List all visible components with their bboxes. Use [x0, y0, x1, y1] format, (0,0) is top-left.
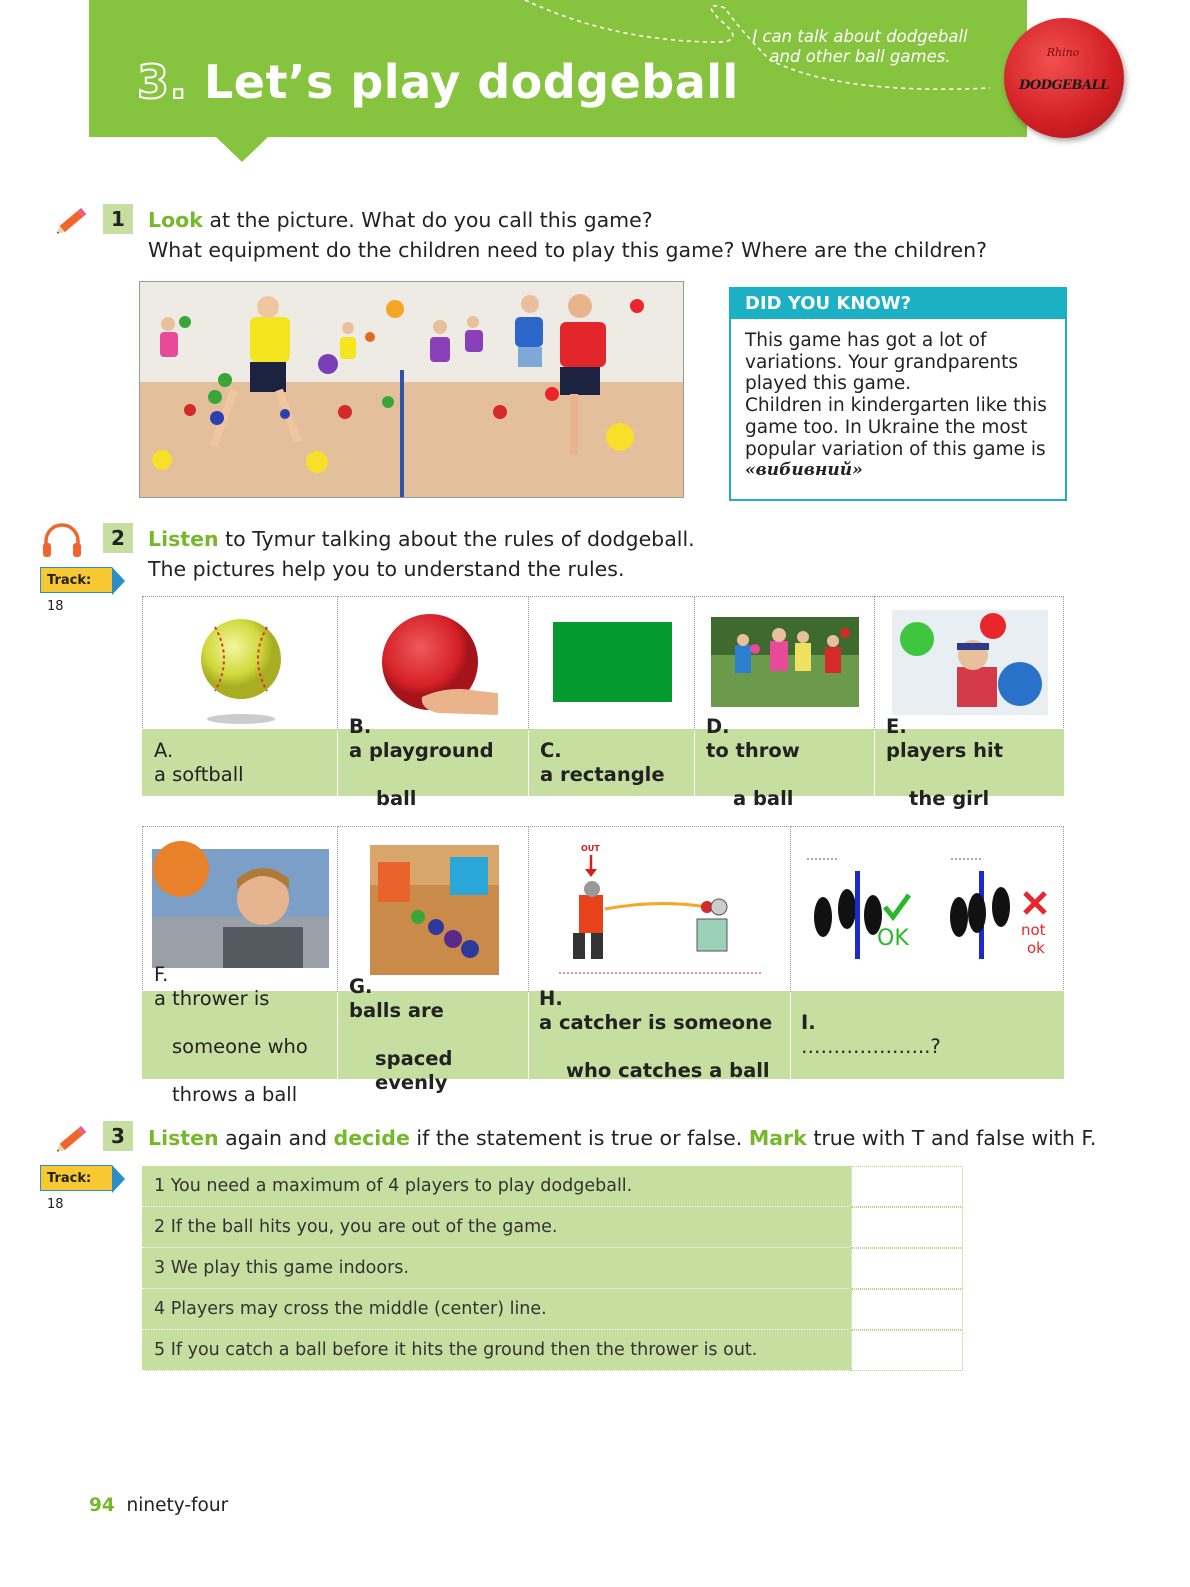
label-d: [695, 714, 874, 810]
children-throwing-image: [695, 597, 876, 731]
label-text: spaced evenly: [375, 1047, 453, 1094]
answer-cell[interactable]: [851, 1330, 963, 1371]
pencil-icon: [55, 1120, 91, 1156]
label-a: [142, 729, 337, 796]
statement-row: 1 You need a maximum of 4 players to play dodgeball.: [142, 1166, 852, 1207]
track-number: 18: [47, 1197, 64, 1212]
exercise-3-instruction: [148, 1123, 1096, 1153]
track-label: Track:: [47, 573, 92, 588]
label-b: [338, 714, 528, 810]
label-letter: G.: [349, 975, 373, 998]
answer-cell[interactable]: [851, 1248, 963, 1289]
label-letter: B.: [349, 714, 372, 738]
dyk-line: Children in kindergarten like this: [745, 395, 1047, 417]
label-h: [529, 987, 790, 1082]
label-text: the girl: [909, 786, 990, 810]
track-label: Track:: [47, 1171, 92, 1186]
label-text: a thrower is: [154, 987, 270, 1010]
label-text: to throw: [706, 738, 800, 762]
label-letter: H.: [539, 987, 563, 1010]
label-text: throws a ball: [172, 1083, 298, 1106]
exercise-1-number: 1: [103, 204, 133, 234]
instruction-text: if the statement is true or false.: [409, 1126, 749, 1150]
track-number: 18: [47, 599, 64, 614]
label-text: a ball: [733, 786, 794, 810]
exercise-1-instruction-line2: What equipment do the children need to play this game? Where are the children?: [148, 238, 988, 262]
picture-cell-c: [528, 596, 695, 730]
keyword-decide: decide: [333, 1126, 410, 1150]
exercise-3-number: 3: [103, 1121, 133, 1151]
dyk-line: game too. In Ukraine the most: [745, 416, 1028, 438]
page-number: 94: [89, 1495, 115, 1516]
goal-line-1: I can talk about dodgeball: [752, 27, 968, 46]
playground-ball-image: [338, 597, 530, 731]
answer-cell[interactable]: [851, 1289, 963, 1330]
catcher-diagram-image: [529, 827, 792, 993]
logo-brand: Rhino: [1046, 46, 1080, 59]
statement-row: 5 If you catch a ball before it hits the ground then the thrower is out.: [142, 1330, 852, 1371]
label-text: balls are: [349, 999, 444, 1022]
instruction-text: to Tymur talking about the rules of dodgeball.: [218, 527, 695, 551]
did-you-know-text: [745, 330, 1057, 482]
gym-scene-illustration: [140, 282, 683, 497]
statement-row: 2 If the ball hits you, you are out of the game.: [142, 1207, 852, 1248]
label-text: a softball: [154, 762, 244, 786]
label-text: a catcher is someone: [539, 1011, 773, 1034]
banner-notch: [215, 136, 269, 162]
label-g: [338, 975, 528, 1094]
statement-row: 3 We play this game indoors.: [142, 1248, 852, 1289]
dyk-line: popular variation of this game is: [745, 438, 1046, 460]
label-e: [875, 714, 1064, 810]
rectangle-image: [529, 597, 696, 731]
label-letter: A.: [154, 738, 174, 762]
logo-text: DODGEBALL: [1019, 78, 1109, 93]
dyk-line: variations. Your grandparents: [745, 351, 1019, 373]
label-text: players hit: [886, 738, 1004, 762]
not-label: not: [1021, 921, 1046, 939]
label-i: [791, 991, 1064, 1079]
label-text: ………………..?: [801, 1035, 941, 1058]
ok-label: OK: [877, 926, 909, 951]
label-text: who catches a ball: [566, 1059, 770, 1082]
unit-number: 3.: [137, 55, 188, 109]
keyword-look: Look: [148, 208, 203, 232]
label-letter: D.: [706, 714, 730, 738]
label-letter: I.: [801, 1011, 816, 1034]
did-you-know-heading: DID YOU KNOW?: [731, 289, 1065, 319]
answer-cell[interactable]: [851, 1207, 963, 1248]
picture-cell-g: [337, 826, 529, 992]
label-f: [142, 963, 337, 1106]
picture-cell-d: [694, 596, 875, 730]
unit-title: [137, 55, 739, 109]
instruction-text: at the picture. What do you call this game?: [202, 208, 653, 232]
softball-image: [143, 597, 339, 731]
goal-line-2: and other ball games.: [769, 47, 951, 66]
label-text: a rectangle: [540, 762, 665, 786]
label-letter: E.: [886, 714, 907, 738]
pencil-icon: [55, 202, 91, 238]
picture-cell-e: [874, 596, 1064, 730]
centerline-footprints-image: [791, 827, 1065, 993]
players-hit-girl-image: [875, 597, 1065, 731]
exercise-1-instruction-line1: [148, 205, 653, 235]
learning-goal: [735, 27, 985, 67]
ok2-label: ok: [1027, 939, 1045, 957]
label-letter: F.: [154, 963, 169, 986]
picture-cell-b: [337, 596, 529, 730]
picture-cell-h: [528, 826, 791, 992]
exercise-2-instruction-line1: [148, 524, 695, 554]
instruction-text: again and: [218, 1126, 334, 1150]
unit-title-text: Let’s play dodgeball: [204, 55, 739, 109]
keyword-mark: Mark: [748, 1126, 807, 1150]
dyk-ukrainian-word: «вибивний»: [745, 460, 863, 481]
page-footer: [89, 1495, 228, 1516]
instruction-text: true with T and false with F.: [806, 1126, 1097, 1150]
dyk-line: played this game.: [745, 373, 912, 395]
out-label: OUT: [581, 844, 600, 853]
label-text: someone who: [172, 1035, 308, 1058]
page-number-word: ninety-four: [126, 1495, 229, 1516]
label-letter: C.: [540, 738, 562, 762]
balls-spaced-image: [338, 827, 530, 993]
picture-cell-i: [790, 826, 1064, 992]
exercise-2-number: 2: [103, 523, 133, 553]
dodgeball-gym-photo: [139, 281, 684, 498]
exercise-2-instruction-line2: The pictures help you to understand the rules.: [148, 557, 625, 581]
label-c: [529, 729, 694, 796]
did-you-know-box: [729, 287, 1067, 501]
label-text: ball: [376, 786, 417, 810]
track-badge: [40, 567, 112, 614]
keyword-listen: Listen: [148, 1126, 219, 1150]
statement-row: 4 Players may cross the middle (center) line.: [142, 1289, 852, 1330]
track-badge: [40, 1165, 112, 1212]
label-text: a playground: [349, 738, 494, 762]
dyk-line: This game has got a lot of: [745, 330, 987, 351]
headphones-icon: [40, 519, 84, 559]
answer-cell[interactable]: [851, 1166, 963, 1207]
picture-cell-a: [142, 596, 338, 730]
keyword-listen: Listen: [148, 527, 219, 551]
